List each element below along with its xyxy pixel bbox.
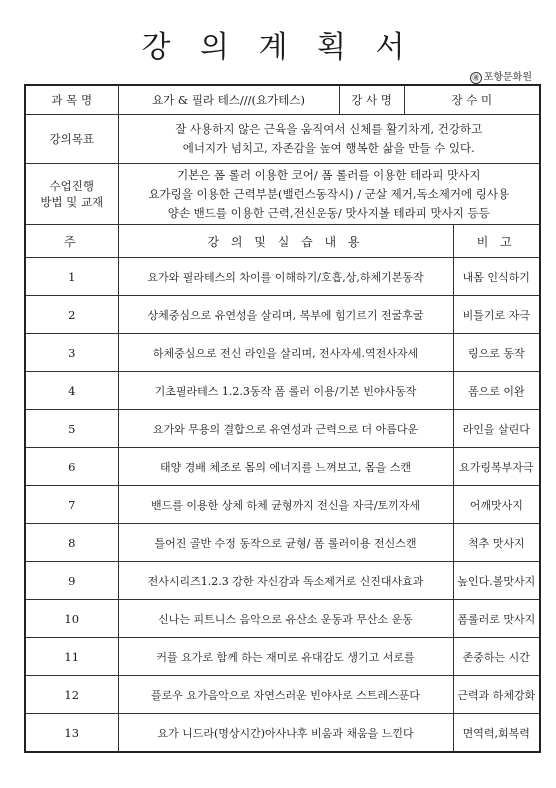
method-line: 양손 밴드를 이용한 근력,전신운동/ 맛사지볼 테라피 맛사지 등등 xyxy=(167,205,490,220)
method-line: 요가링을 이용한 근력부분(밸런스동작시) / 군살 제거,독소제거에 링사용 xyxy=(148,186,510,201)
note-cell: 내몸 인식하기 xyxy=(453,258,540,296)
table-row xyxy=(25,562,540,600)
content-cell: 태양 경배 체조로 몸의 에너지를 느껴보고, 몸을 스캔 xyxy=(118,448,453,486)
table-row xyxy=(25,296,540,334)
course-label: 과 목 명 xyxy=(25,85,118,115)
note-cell: 높인다.볼맛사지 xyxy=(453,562,540,600)
note-cell: 존중하는 시간 xyxy=(453,638,540,676)
content-cell: 밴드를 이용한 상체 하체 균형까지 전신을 자극/토끼자세 xyxy=(118,486,453,524)
week-cell: 1 xyxy=(25,258,118,296)
table-row xyxy=(25,410,540,448)
table-row xyxy=(25,258,540,296)
method-label-line: 방법 및 교재 xyxy=(40,195,104,209)
table-row xyxy=(25,486,540,524)
table-row xyxy=(25,334,540,372)
content-cell: 요가와 무용의 결합으로 유연성과 근력으로 더 아름다운 xyxy=(118,410,453,448)
org-name: 포항문화원 xyxy=(483,72,532,83)
lecture-plan-table xyxy=(24,84,541,753)
note-header: 비 고 xyxy=(453,225,540,258)
note-cell: 폼롤러로 맛사지 xyxy=(453,600,540,638)
content-cell: 커플 요가로 함께 하는 재미로 유대감도 생기고 서로를 xyxy=(118,638,453,676)
table-row xyxy=(25,638,540,676)
week-cell: 10 xyxy=(25,600,118,638)
week-cell: 2 xyxy=(25,296,118,334)
note-cell: 링으로 동작 xyxy=(453,334,540,372)
note-cell: 어깨맛사지 xyxy=(453,486,540,524)
method-text xyxy=(118,164,540,225)
course-value: 요가 & 필라 테스///(요가테스) xyxy=(118,85,339,115)
note-cell: 요가링복부자극 xyxy=(453,448,540,486)
method-label-line: 수업진행 xyxy=(49,179,94,193)
goal-label: 강의목표 xyxy=(25,115,118,164)
goal-row xyxy=(25,115,540,164)
note-cell: 비틀기로 자극 xyxy=(453,296,540,334)
method-line: 기본은 폼 롤러 이용한 코어/ 폼 롤러를 이용한 테라피 맛사지 xyxy=(177,167,481,182)
organization xyxy=(470,68,532,84)
schedule-rows xyxy=(25,258,540,753)
instructor-value: 장 수 미 xyxy=(404,85,540,115)
instructor-label: 강 사 명 xyxy=(339,85,404,115)
content-header: 강 의 및 실 습 내 용 xyxy=(118,225,453,258)
content-cell: 상체중심으로 유연성을 살리며, 복부에 힘기르기 전굴후굴 xyxy=(118,296,453,334)
week-cell: 13 xyxy=(25,714,118,753)
week-header: 주 xyxy=(25,225,118,258)
note-cell: 폼으로 이완 xyxy=(453,372,540,410)
week-cell: 12 xyxy=(25,676,118,714)
week-cell: 8 xyxy=(25,524,118,562)
table-row xyxy=(25,714,540,753)
column-header-row xyxy=(25,225,540,258)
table-row xyxy=(25,372,540,410)
note-cell: 라인을 살린다 xyxy=(453,410,540,448)
week-cell: 4 xyxy=(25,372,118,410)
table-row xyxy=(25,524,540,562)
goal-line: 잘 사용하지 않은 근육을 움직여서 신체를 활기차게, 건강하고 xyxy=(175,122,483,136)
note-cell: 척추 맛사지 xyxy=(453,524,540,562)
week-cell: 9 xyxy=(25,562,118,600)
week-cell: 7 xyxy=(25,486,118,524)
note-cell: 면역력,회복력 xyxy=(453,714,540,753)
org-logo-icon: ㊜ xyxy=(470,72,482,84)
content-cell: 요가 니드라(명상시간)아사나후 비움과 채움을 느낀다 xyxy=(118,714,453,753)
method-row xyxy=(25,164,540,225)
content-cell: 하체중심으로 전신 라인을 살리며, 전사자세.역전사자세 xyxy=(118,334,453,372)
content-cell: 틀어진 골반 수정 동작으로 균형/ 폼 롤러이용 전신스캔 xyxy=(118,524,453,562)
content-cell: 신나는 피트니스 음악으로 유산소 운동과 무산소 운동 xyxy=(118,600,453,638)
week-cell: 11 xyxy=(25,638,118,676)
goal-text xyxy=(118,115,540,164)
content-cell: 요가와 필라테스의 차이를 이해하기/호흡,상,하체기본동작 xyxy=(118,258,453,296)
course-row xyxy=(25,85,540,115)
content-cell: 전사시리즈1.2.3 강한 자신감과 독소제거로 신진대사효과 xyxy=(118,562,453,600)
table-row xyxy=(25,448,540,486)
table-row xyxy=(25,676,540,714)
document-title: 강 의 계 획 서 xyxy=(141,30,415,65)
content-cell: 플로우 요가음악으로 자연스러운 빈야사로 스트레스푼다 xyxy=(118,676,453,714)
week-cell: 5 xyxy=(25,410,118,448)
method-label xyxy=(25,164,118,225)
week-cell: 6 xyxy=(25,448,118,486)
note-cell: 근력과 하체강화 xyxy=(453,676,540,714)
table-row xyxy=(25,600,540,638)
content-cell: 기초필라테스 1.2.3동작 폼 롤러 이용/기본 빈야사동작 xyxy=(118,372,453,410)
week-cell: 3 xyxy=(25,334,118,372)
goal-line: 에너지가 넘치고, 자존감을 높여 행복한 삶을 만들 수 있다. xyxy=(182,141,475,155)
